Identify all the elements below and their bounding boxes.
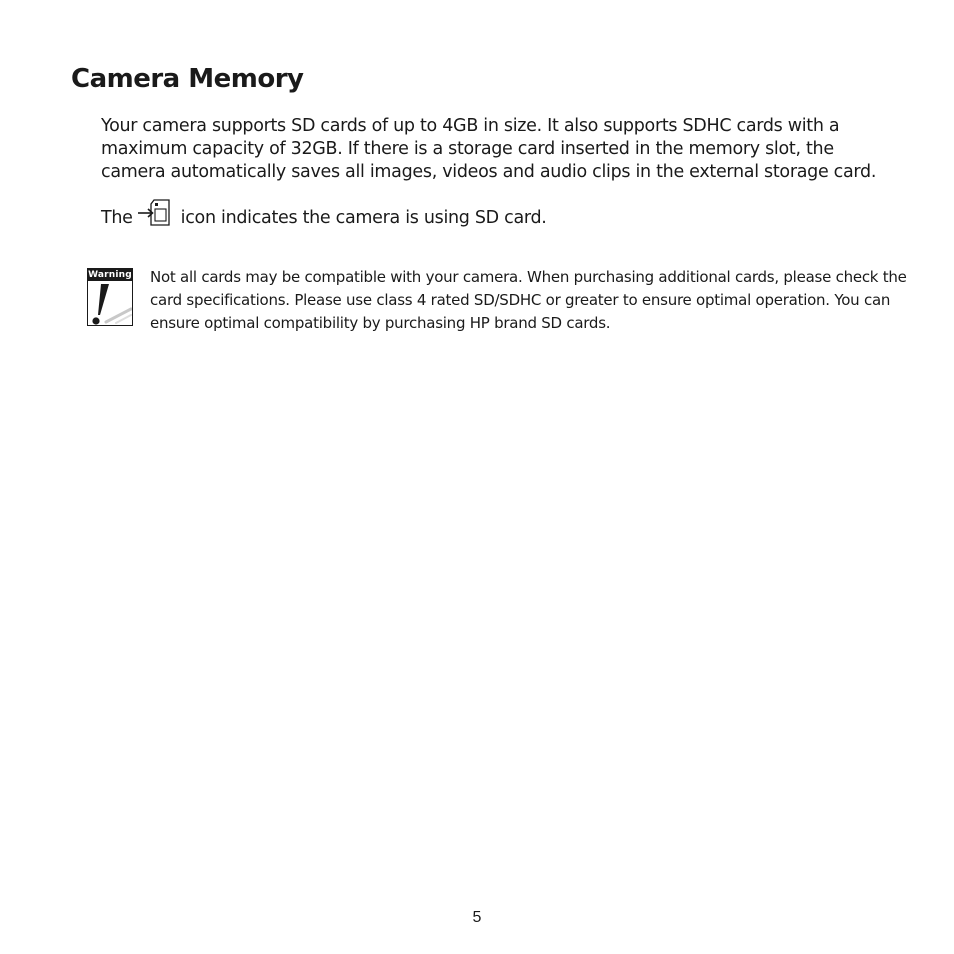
- warning-text: Not all cards may be compatible with your camera. When purchasing additional cards, please check the card specifications. Please use class 4 rated SD/SDHC or greater to ensure optimal operation. You can ensure optimal compatibility by purchasing HP brand SD cards.: [150, 268, 907, 332]
- warning-icon-box: [87, 268, 133, 326]
- sd-card-icon: [137, 198, 171, 226]
- page-number: 5: [472, 909, 482, 926]
- sd-icon-sentence-end: icon indicates the camera is using SD card.: [180, 208, 547, 228]
- memory-description: Your camera supports SD cards of up to 4GB in size. It also supports SDHC cards with a maximum capacity of 32GB. If there is a storage card inserted in the memory slot, the camera automatically saves all images, videos and audio clips in the external storage card.: [101, 116, 877, 182]
- sd-icon-sentence: [101, 198, 547, 230]
- exclamation-icon: [88, 281, 132, 325]
- sd-icon-sentence-start: The: [101, 208, 133, 228]
- warning-label: Warning: [88, 270, 132, 280]
- page-title: Camera Memory: [71, 64, 304, 94]
